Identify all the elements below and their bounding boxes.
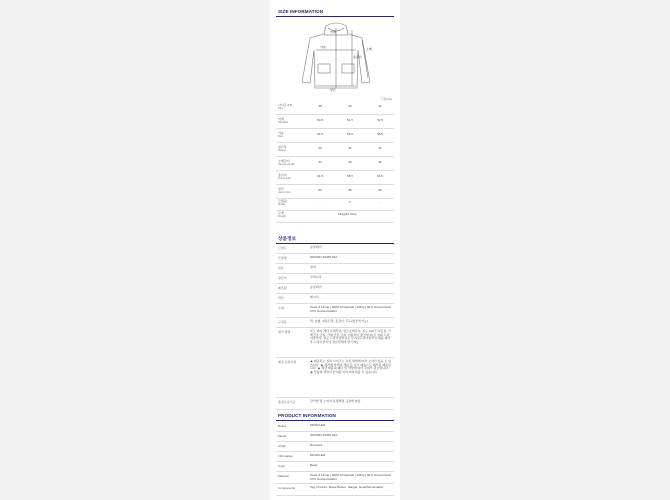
size-row-label-ko: 밑단폭: [278, 145, 287, 149]
info-row-label: Color: [278, 464, 286, 468]
size-cell: 42: [378, 104, 382, 108]
size-row-label: [278, 200, 287, 207]
info-row-label: 세탁 방법: [278, 330, 291, 334]
info-row-label: Information: [278, 454, 294, 458]
size-row-label-ko: 소매길이: [278, 159, 290, 163]
size-cell: -: [379, 200, 381, 204]
unit-label: 단위:(cm): [381, 98, 392, 101]
info-row-value: 베이지: [310, 295, 319, 299]
info-row-value: ★ 제공되는 실측 사이즈는 측정 방법에 따라 오차가 있을 수 있습니다. ★ 제작에 자세히 계된 뜻 보다 제품으로 제작된 제품입니다. ★ 해당 제품의 패턴 및 색상에 따라 주의가 필요합니다. ★ 상품의 색상이 안내된 이미지와 다를 수 있습니다.: [310, 359, 391, 374]
info-row-value: MONCLER: [310, 423, 326, 427]
size-cell: 20: [318, 146, 322, 150]
size-info-title: SIZE INFORMATION: [278, 9, 324, 14]
size-row-label-ko: 무게: [278, 211, 284, 215]
size-cell: 21: [348, 146, 352, 150]
product-detail-sheet: [270, 0, 400, 500]
size-cell: 40: [348, 104, 352, 108]
size-cell: 610g(40 Size): [338, 212, 357, 216]
size-row-label-en: Bust: [278, 135, 284, 139]
info-row-label: Components: [278, 486, 296, 490]
info-row-value: 관련법 및 소비자 분쟁해결 규정에 따름: [310, 399, 361, 403]
product-info-en-rule: [276, 420, 394, 421]
size-row-label: [278, 160, 295, 167]
info-row-label: Material: [278, 474, 289, 478]
info-row-value: 몽클레어: [310, 245, 322, 249]
info-row-value: Outer & Lining | 100% Polyamide | Filling | 90% Goose Down, 10% Goose Feather: [310, 473, 392, 481]
info-row-label: 제조원: [278, 286, 287, 290]
size-row-label-ko: 밑단: [278, 187, 284, 191]
size-cell: 22: [378, 146, 382, 150]
info-row-value: 2F00001 53425 04A: [310, 255, 338, 259]
size-row-label: [278, 132, 284, 139]
info-row-label: 품질보증기준: [278, 400, 296, 404]
size-row-label-ko: 어깨: [278, 117, 284, 121]
info-row-value: 본도 와이 세탁 손세탁하, 염소표백금지, 본도 110℃ 다림질, 기계건조 금지, 가재 건조 금지, 이탈리아 출신에 대 조 업의 드라이클리닝, 전문 드라이클리닝은 무지성드라이클리닝 제품 세탁 후 드라이클리닝 전문업체에 맡기세요: [310, 329, 391, 344]
size-cell: -: [319, 200, 321, 204]
size-row-label-en: Shoulder: [278, 121, 289, 125]
diagram-label-shoulder: 어깨: [330, 30, 336, 34]
info-row-value: MONCLER: [310, 453, 326, 457]
size-cell: 56.5: [347, 132, 353, 136]
size-row-label: [278, 174, 291, 181]
size-cell: 52.5: [377, 118, 383, 122]
size-cell: 51.5: [347, 118, 353, 122]
size-row-label-en: Weight: [278, 215, 287, 219]
size-cell: 85: [348, 188, 352, 192]
size-row-label-en: Size: [278, 107, 284, 111]
info-row-label: 색상: [278, 296, 284, 300]
size-cell: 38: [318, 104, 322, 108]
info-row-label: 소재: [278, 306, 284, 310]
size-info-rule: [276, 16, 394, 17]
size-cell: 54.5: [317, 132, 323, 136]
size-row-label-ko: 사이즈 (IT): [278, 103, 293, 107]
info-row-label: 제조 유의사항: [278, 360, 297, 364]
product-info-en-title: PRODUCT INFORMATION: [278, 413, 336, 418]
info-row-label: 구성품: [278, 320, 287, 324]
info-row-value: 2F00001 53425 04A: [310, 433, 338, 437]
size-row-label-ko: 가슴: [278, 131, 284, 135]
info-row-value: Outer & Lining | 100% Polyamide | Filling | 90% Goose Down, 10% Goose Feather: [310, 305, 392, 313]
size-cell: 64.5: [317, 174, 323, 178]
size-cell: 35: [348, 160, 352, 164]
product-info-ko-rule: [276, 243, 394, 244]
info-row-value: 택, 보형, 여분단추, 옷걸이, 후드(탈부착가능): [310, 319, 368, 323]
size-cell: ✔: [348, 200, 352, 204]
size-row-label: [278, 118, 288, 125]
size-cell: 36: [378, 160, 382, 164]
diagram-label-length: 총길이: [353, 55, 362, 59]
info-row-value: Tag, Product, Spare Button, Hanger, Hood(Removable): [310, 485, 384, 489]
info-row-value: 몽클레어: [310, 285, 322, 289]
size-row-label: [278, 104, 292, 111]
info-row-label: Model: [278, 434, 287, 438]
product-info-ko-title: 상품정보: [278, 236, 297, 241]
info-row-label: 원산지: [278, 276, 287, 280]
diagram-label-hem: 밑단: [330, 88, 336, 92]
diagram-label-chest: 가슴: [320, 45, 326, 49]
size-row-label-ko: 모델핏: [278, 199, 287, 203]
info-row-value: Beige: [310, 463, 318, 467]
size-row-label-en: Hems Size: [278, 191, 291, 195]
info-row-value: 원터: [310, 265, 316, 269]
size-row-label: [278, 188, 291, 195]
size-cell: 66.5: [377, 174, 383, 178]
size-row-label-en: Full Length: [278, 177, 291, 181]
size-cell: 50.5: [317, 118, 323, 122]
jacket-diagram: [286, 20, 386, 92]
info-row-label: Origin: [278, 444, 287, 448]
info-row-label: 모델명: [278, 256, 287, 260]
size-row-label-en: Sleeve Length: [278, 163, 295, 167]
size-row-label: [278, 146, 287, 153]
size-row-label-en: Model: [278, 203, 286, 207]
size-cell: 34: [318, 160, 322, 164]
size-row-label-ko: 총길이: [278, 173, 287, 177]
diagram-label-sleeve: 소매: [366, 47, 372, 51]
info-row-value: 루마니아: [310, 275, 322, 279]
info-row-value: Romania: [310, 443, 323, 447]
size-row-label-en: Sleeve: [278, 149, 286, 153]
info-row-label: 브랜드: [278, 246, 287, 250]
info-row-label: 원류: [278, 266, 284, 270]
size-cell: 65.5: [347, 174, 353, 178]
size-cell: 90: [378, 188, 382, 192]
size-cell: 58.5: [377, 132, 383, 136]
size-row-label: [278, 212, 286, 219]
size-cell: 80: [318, 188, 322, 192]
info-row-label: Brand: [278, 424, 287, 428]
